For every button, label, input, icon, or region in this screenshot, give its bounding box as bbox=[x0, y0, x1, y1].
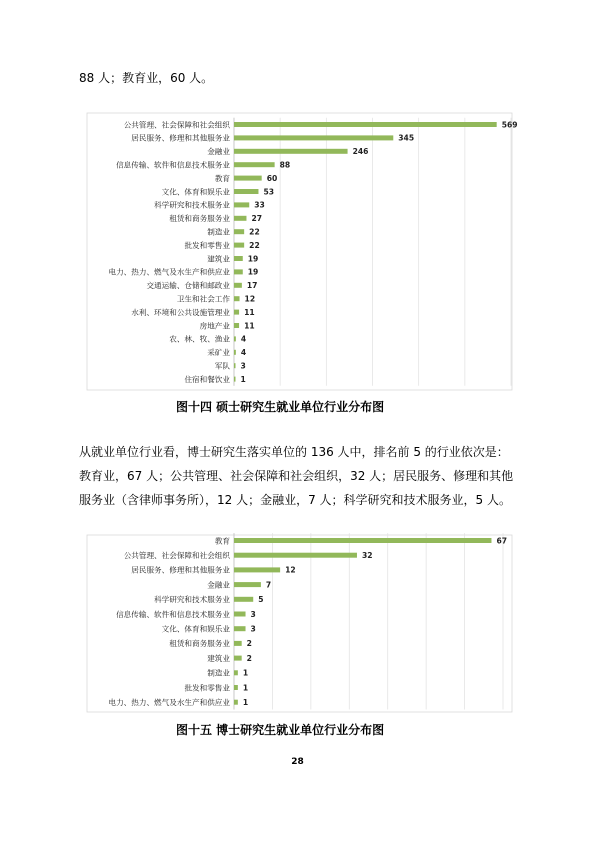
category-label: 居民服务、修理和其他服务业 bbox=[131, 565, 230, 575]
bar bbox=[234, 269, 243, 274]
category-label: 建筑业 bbox=[207, 254, 230, 264]
bar bbox=[234, 582, 261, 587]
data-label: 246 bbox=[352, 147, 369, 157]
data-label: 3 bbox=[250, 609, 256, 619]
data-label: 1 bbox=[242, 683, 249, 693]
data-label: 27 bbox=[251, 214, 263, 224]
category-label: 水利、环境和公共设施管理业 bbox=[131, 307, 230, 317]
data-label: 1 bbox=[242, 668, 249, 678]
data-label: 22 bbox=[249, 240, 260, 250]
bar bbox=[234, 363, 236, 368]
data-label: 53 bbox=[263, 187, 275, 197]
masters-figure-caption: 图十四 硕士研究生就业单位行业分布图 bbox=[176, 400, 385, 414]
data-label: 4 bbox=[240, 334, 247, 344]
bar bbox=[234, 626, 246, 631]
data-label: 7 bbox=[265, 580, 272, 590]
data-label: 3 bbox=[250, 624, 256, 634]
category-label: 科学研究和技术服务业 bbox=[154, 595, 230, 605]
bar bbox=[234, 700, 238, 705]
data-label: 1 bbox=[242, 698, 249, 707]
bar bbox=[234, 641, 242, 646]
bar bbox=[234, 553, 357, 558]
data-label: 67 bbox=[496, 536, 508, 546]
bar bbox=[234, 189, 258, 194]
category-label: 制造业 bbox=[207, 227, 230, 237]
category-label: 采矿业 bbox=[207, 348, 230, 358]
category-label: 住宿和餐饮业 bbox=[184, 374, 230, 384]
bar bbox=[234, 597, 253, 602]
category-label: 批发和零售业 bbox=[184, 240, 230, 250]
bar bbox=[234, 176, 262, 181]
bar bbox=[234, 149, 348, 154]
data-label: 12 bbox=[285, 565, 296, 575]
category-label: 公共管理、社会保障和社会组织 bbox=[123, 120, 230, 130]
category-label: 科学研究和技术服务业 bbox=[154, 200, 230, 210]
bar bbox=[234, 256, 243, 261]
category-label: 卫生和社会工作 bbox=[176, 294, 230, 304]
category-label: 电力、热力、燃气及水生产和供应业 bbox=[108, 698, 230, 707]
data-label: 1 bbox=[240, 374, 246, 384]
category-label: 文化、体育和娱乐业 bbox=[161, 187, 230, 197]
bar bbox=[234, 612, 246, 617]
bar bbox=[234, 202, 249, 207]
category-label: 教育 bbox=[214, 173, 230, 183]
data-label: 5 bbox=[258, 595, 264, 605]
data-label: 33 bbox=[254, 200, 265, 210]
bar bbox=[234, 243, 244, 248]
bar bbox=[234, 377, 236, 382]
bar bbox=[234, 323, 239, 328]
data-label: 4 bbox=[240, 348, 247, 358]
category-label: 建筑业 bbox=[207, 653, 230, 663]
category-label: 文化、体育和娱乐业 bbox=[161, 624, 230, 634]
category-label: 租赁和商务服务业 bbox=[169, 214, 230, 224]
data-label: 60 bbox=[266, 173, 278, 183]
category-label: 军队 bbox=[214, 361, 230, 371]
category-label: 信息传输、软件和信息技术服务业 bbox=[116, 160, 230, 170]
bar bbox=[234, 162, 275, 167]
data-label: 32 bbox=[361, 551, 373, 560]
category-label: 金融业 bbox=[207, 580, 230, 590]
bar bbox=[234, 229, 244, 234]
bar bbox=[234, 336, 236, 341]
bar bbox=[234, 567, 280, 572]
intro-line: 88 人；教育业，60 人。 bbox=[79, 71, 214, 85]
data-label: 11 bbox=[244, 321, 255, 331]
data-label: 17 bbox=[246, 281, 258, 291]
category-label: 教育 bbox=[214, 536, 230, 546]
chart-frame bbox=[87, 535, 512, 712]
bar bbox=[234, 656, 242, 661]
bar bbox=[234, 283, 242, 288]
data-label: 88 bbox=[279, 160, 291, 170]
doctoral-paragraph: 从就业单位行业看，博士研究生落实单位的 136 人中，排名前 5 的行业依次是：教育业，67 人；公共管理、社会保障和社会组织，32 人；居民服务、修理和其他服务业（含律师事务所），12 人；金融业，7 人；科学研究和技术服务业，5 人。 bbox=[79, 445, 514, 507]
data-label: 2 bbox=[246, 653, 252, 663]
bar bbox=[234, 296, 240, 301]
bar bbox=[234, 122, 497, 127]
page-number: 28 bbox=[291, 757, 304, 767]
category-label: 租赁和商务服务业 bbox=[169, 639, 230, 649]
data-label: 19 bbox=[247, 267, 259, 277]
bar bbox=[234, 135, 393, 140]
bar bbox=[234, 685, 238, 690]
bar bbox=[234, 216, 246, 221]
category-label: 公共管理、社会保障和社会组织 bbox=[123, 551, 230, 560]
data-label: 569 bbox=[501, 120, 518, 130]
category-label: 制造业 bbox=[207, 668, 230, 678]
data-label: 2 bbox=[246, 639, 252, 649]
bar bbox=[234, 310, 239, 315]
bar bbox=[234, 670, 238, 675]
data-label: 12 bbox=[244, 294, 256, 304]
category-label: 电力、热力、燃气及水生产和供应业 bbox=[108, 267, 230, 277]
category-label: 批发和零售业 bbox=[184, 683, 230, 693]
data-label: 22 bbox=[249, 227, 260, 237]
data-label: 345 bbox=[398, 133, 415, 143]
doctoral-figure-caption: 图十五 博士研究生就业单位行业分布图 bbox=[176, 723, 385, 737]
category-label: 房地产业 bbox=[199, 321, 230, 331]
category-label: 农、林、牧、渔业 bbox=[169, 334, 230, 344]
category-label: 居民服务、修理和其他服务业 bbox=[131, 133, 230, 143]
chart-frame bbox=[87, 113, 512, 390]
data-label: 3 bbox=[240, 361, 246, 371]
category-label: 金融业 bbox=[207, 147, 230, 157]
category-label: 交通运输、仓储和邮政业 bbox=[146, 281, 230, 291]
bar bbox=[234, 350, 236, 355]
data-label: 19 bbox=[247, 254, 259, 264]
data-label: 11 bbox=[244, 307, 255, 317]
category-label: 信息传输、软件和信息技术服务业 bbox=[116, 609, 230, 619]
bar bbox=[234, 538, 491, 543]
